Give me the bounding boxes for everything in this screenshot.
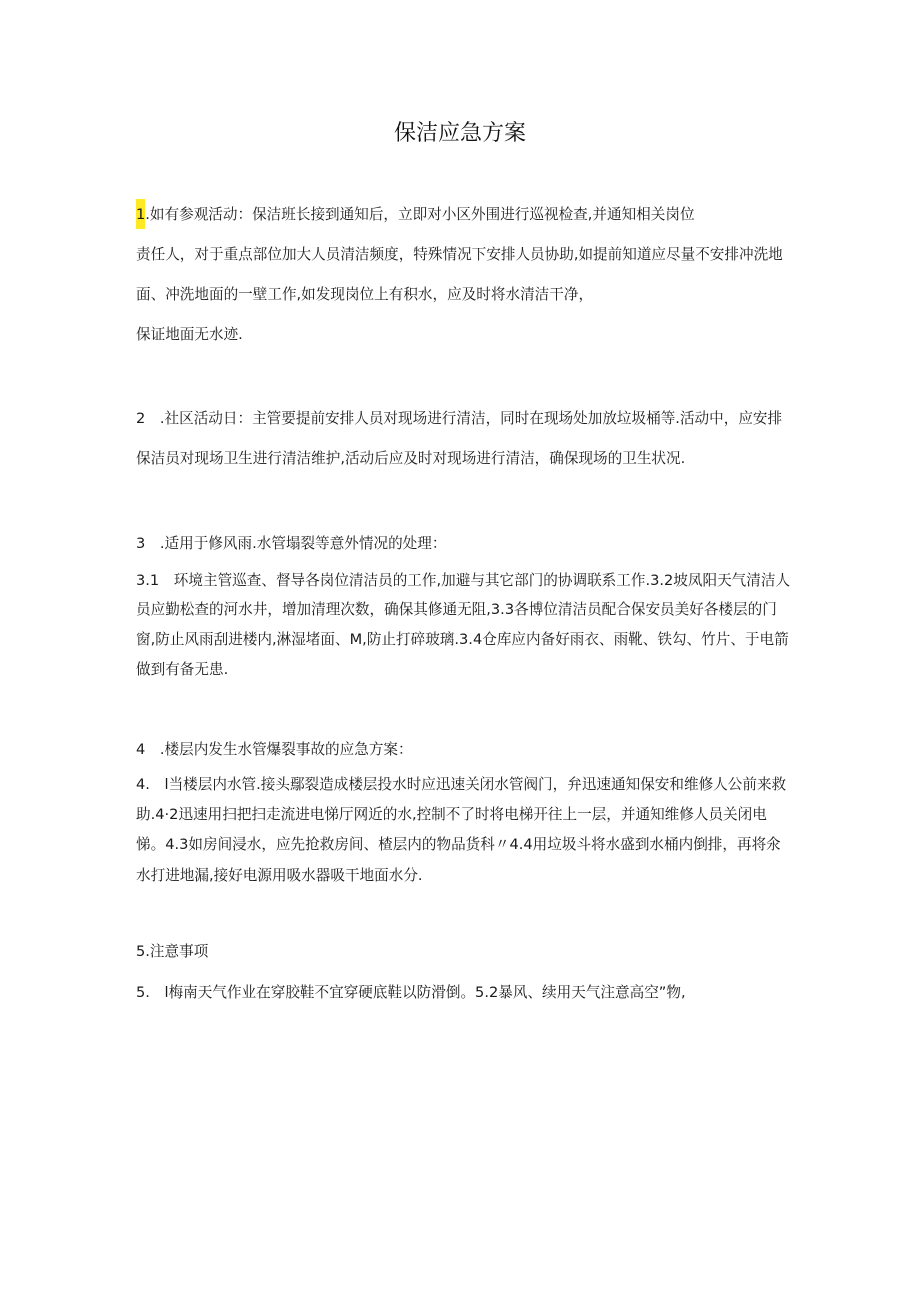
section-4-line-2: 助.4·2迅速用扫把扫走流进电悌厅网近的水,控制不了时将电梯开往上一层，并通知维修人员关闭电 [136, 806, 767, 823]
section-2-line-2: 保洁员对现场卫生进行清洁维护,活动后应及时对现场进行清洁，确保现场的卫生状况. [136, 450, 686, 467]
section-3-heading: 3 .适用于修风雨.水管塌裂等意外情况的处理： [136, 535, 447, 552]
section-5-heading: 5.注意事项 [136, 943, 209, 960]
section-3-line-4: 做到有备无患. [136, 661, 229, 678]
section-1-line-1-text: .如有参观活动：保洁班长接到通知后，立即对小区外围进行巡视检查,并通知相关岗位 [145, 206, 695, 223]
section-4-line-3: 悌。4.3如房间浸水，应先抢救房间、楂层内的物品货科〃4.4用垃圾斗将水盛到水桶内倒排，再将氽 [136, 836, 781, 853]
section-1-line-3: 面、冲洗地面的一壁工作,如发现岗位上有积水，应及时将水清洁干净， [136, 286, 594, 303]
document-title: 保洁应急方案 [393, 121, 526, 146]
section-4-line-1: 4. l当楼层内水管.接头鄢裂造成楼层投水时应迅速关闭水管阀门，弁迅速通知保安和维修人公前来救 [136, 776, 787, 793]
section-2-line-1: 2 .社区活动日：主管要提前安排人员对现场进行清洁，同时在现场处加放垃圾桶等.活动中，应安排 [136, 410, 783, 427]
section-1-line-4: 保证地面无水迹. [136, 326, 243, 343]
section-5-line-1: 5. l梅南天气作业在穿胶鞋不宜穿硬底鞋以防滑倒。5.2暴风、续用天气注意高空”物, [136, 984, 686, 1001]
highlighted-number: 1 [136, 199, 145, 229]
section-3-line-3: 窗,防止风雨刮进楼内,淋湿堵面、M,防止打碎玻璃.3.4仓库应内备好雨衣、雨靴、铁勾、竹片、于电箭 [136, 631, 789, 648]
section-3-line-1: 3.1 环境主管巡查、督导各岗位清洁员的工作,加避与其它部门的协调联系工作.3.2坡凤阳天气清洁人 [136, 572, 791, 589]
section-3-line-2: 员应勤松查的河水井，增加清理次数，确保其修通无阻,3.3各博位清洁员配合保安员美好各楼层的门 [136, 601, 777, 618]
section-1-line-2: 责任人，对于重点部位加大人员清洁频度，特殊情况下安排人员协助,如提前知道应尽量不安排冲洗地 [136, 246, 783, 263]
section-4-line-4: 水打进地漏,接好电源用吸水器吸干地面水分. [136, 867, 423, 884]
section-1-line-1 [136, 205, 796, 229]
section-4-heading: 4 .楼层内发生水管爆裂事故的应急方案： [136, 741, 413, 758]
